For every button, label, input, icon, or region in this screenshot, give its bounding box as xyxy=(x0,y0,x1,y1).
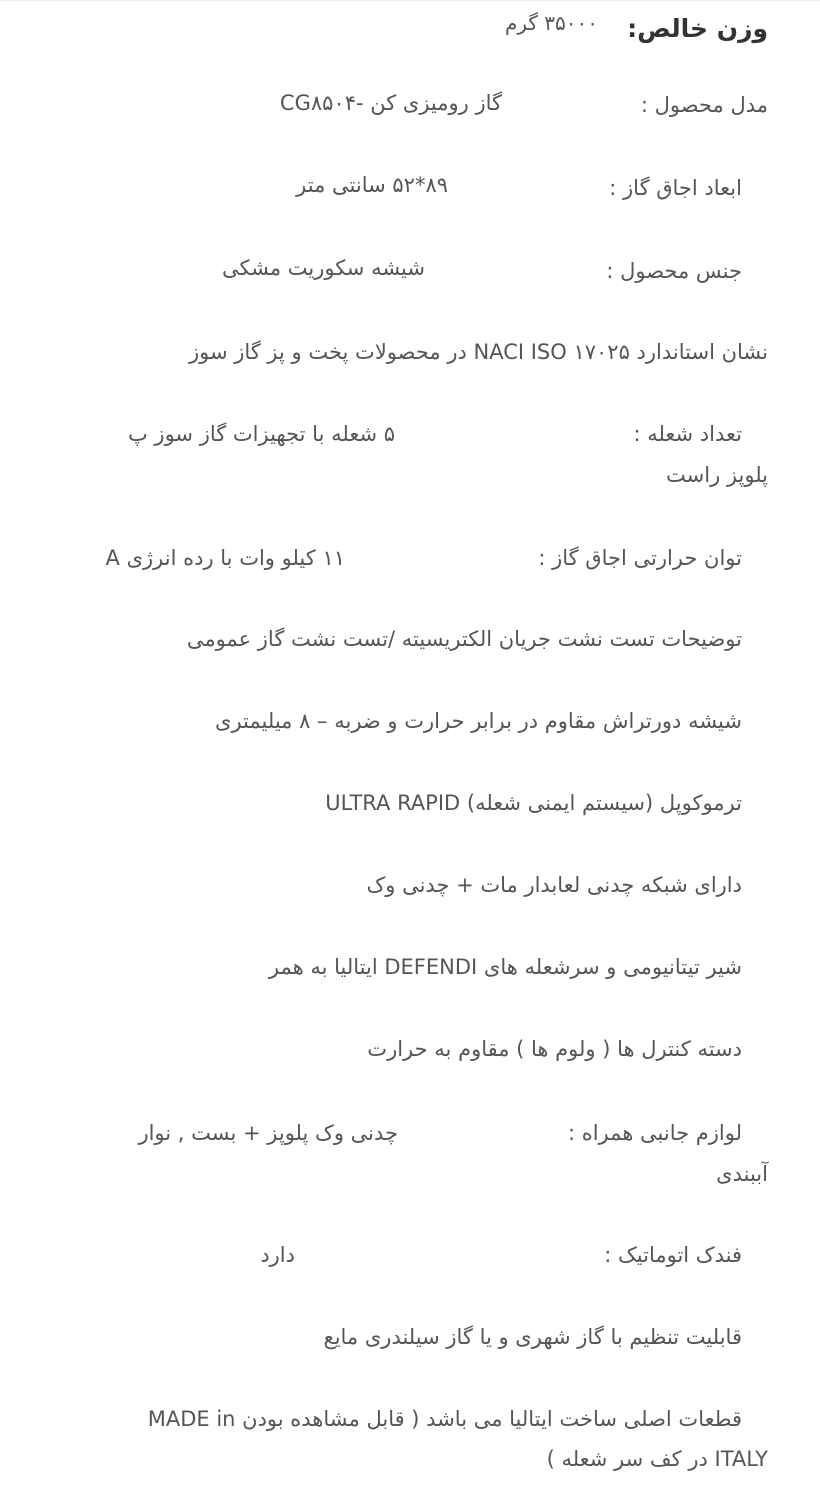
dimensions-label: ابعاد اجاق گاز : xyxy=(609,176,742,200)
grates-text: دارای شبکه چدنی لعابدار مات + چدنی وک xyxy=(366,873,742,897)
glass-text: شیشه دورتراش مقاوم در برابر حرارت و ضربه – ۸ میلیمتری xyxy=(215,709,742,733)
accessories-value: چدنی وک پلوپز + بست , نوار xyxy=(138,1121,398,1145)
top-divider xyxy=(0,0,820,1)
material-value: شیشه سکوریت مشکی xyxy=(221,256,425,280)
net-weight-value: ۳۵۰۰۰ گرم xyxy=(504,11,598,35)
gas-compat-text: قابلیت تنظیم با گاز شهری و یا گاز سیلندری مایع xyxy=(323,1325,742,1349)
standard-text: نشان استاندارد NACI ISO ۱۷۰۲۵ در محصولات پخت و پز گاز سوز xyxy=(188,340,768,364)
material-label: جنس محصول : xyxy=(606,259,742,283)
burners-value: ۵ شعله با تجهیزات گاز سوز پ xyxy=(127,422,395,446)
auto-ignition-label: فندک اتوماتیک : xyxy=(604,1243,742,1267)
model-value: گاز رومیزی کن -CG۸۵۰۴ xyxy=(279,91,502,115)
thermocouple-text: ترموکوپل (سیستم ایمنی شعله) ULTRA RAPID xyxy=(325,791,742,815)
dimensions-value: ۸۹*۵۲ سانتی متر xyxy=(296,173,448,197)
accessories-label: لوازم جانبی همراه : xyxy=(567,1121,742,1145)
leak-test-text: توضیحات تست نشت جریان الکتریسیته /تست نشت گاز عمومی xyxy=(186,627,742,651)
made-in-line2: ITALY در کف سر شعله ) xyxy=(546,1447,768,1471)
burners-label: تعداد شعله : xyxy=(633,422,742,446)
net-weight-label: وزن خالص: xyxy=(627,14,768,43)
power-value: ۱۱ کیلو وات با رده انرژی A xyxy=(105,546,345,570)
power-label: توان حرارتی اجاق گاز : xyxy=(538,546,742,570)
auto-ignition-value: دارد xyxy=(260,1243,295,1267)
valves-text: شیر تیتانیومی و سرشعله های DEFENDI ایتالیا به همر xyxy=(268,955,742,979)
knobs-text: دسته کنترل ها ( ولوم ها ) مقاوم به حرارت xyxy=(367,1037,742,1061)
burners-continuation: پلوپز راست xyxy=(666,463,768,487)
accessories-continuation: آببندی xyxy=(716,1162,768,1186)
made-in-line1: قطعات اصلی ساخت ایتالیا می باشد ( قابل مشاهده بودن MADE in xyxy=(147,1407,742,1431)
model-label: مدل محصول : xyxy=(640,93,768,117)
